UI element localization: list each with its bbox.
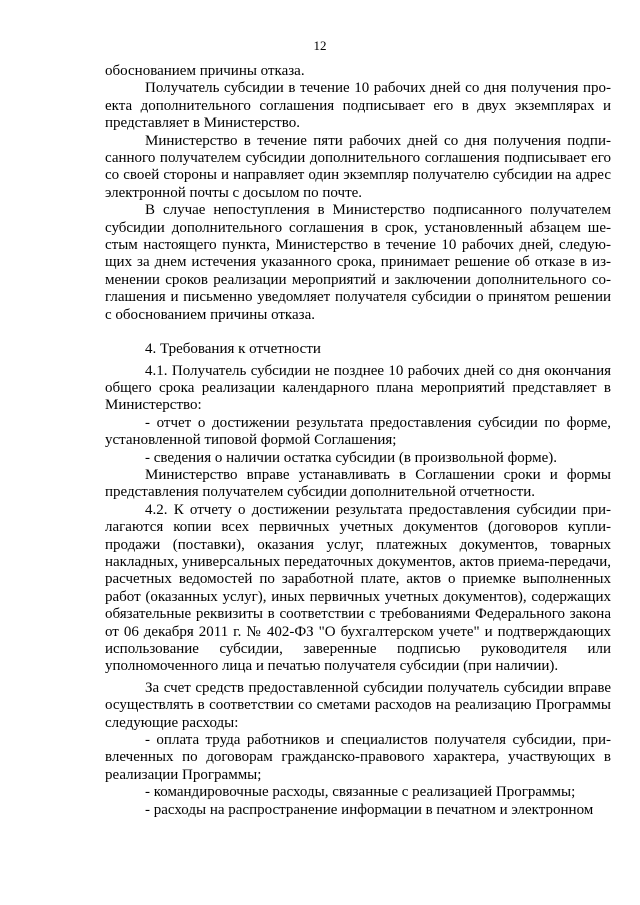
paragraph: Получатель субсидии в течение 10 рабочих дней со дня получения проекта дополнительного соглашения подписывает его в двух экземплярах и представляет в Министерство. (105, 80, 611, 132)
section-heading: 4. Требования к отчетности (145, 341, 321, 358)
list-item: - расходы на распространение информации в печатном и электронном (145, 801, 594, 818)
list-item: - оплата труда работников и специалистов получателя субсидии, привлеченных по договорам гражданско-правового характера, участвующих в реализации Программы; (105, 732, 611, 783)
list-item: - сведения о наличии остатка субсидии (в произвольной форме). (145, 449, 557, 466)
document-body (105, 63, 611, 819)
paragraph: 4.1. Получатель субсидии не позднее 10 рабочих дней со дня окончания общего срока реализации календарного плана мероприятий представляет в Министерство: (105, 362, 611, 414)
list-item: - командировочные расходы, связанные с реализацией Программы; (145, 784, 576, 801)
paragraph: Министерство в течение пяти рабочих дней со дня получения подписанного получателем субсидии дополнительного соглашения подписывает его со своей стороны и направляет один экземпляр получателю субсидии на адрес электронной почты с досылом по почте. (105, 132, 611, 201)
paragraph: За счет средств предоставленной субсидии получатель субсидии вправе осуществлять в соответствии со сметами расходов на реализацию Программы следующие расходы: (105, 679, 611, 731)
list-item: - отчет о достижении результата предоставления субсидии по форме, установленной типовой формой Соглашения; (105, 414, 611, 449)
paragraph: 4.2. К отчету о достижении результата предоставления субсидии прилагаются копии всех первичных учетных документов (договоров купли-продажи (поставки), оказания услуг, платежных документов, товарных накладных, универсальных передаточных документов, актов приема-передачи, расчетных ведомостей по заработной плате, актов о приемке выполненных работ (оказанных услуг), иных первичных учетных документов), содержащих обязательные реквизиты в соответствии с требованиями Федерального закона от 06 декабря 2011 г. № 402-ФЗ "О бухгалтерском учете" и подтверждающих использование субсидии, заверенные подписью руководителя или уполномоченного лица и печатью получателя субсидии (при наличии). (105, 501, 611, 675)
paragraph: обоснованием причины отказа. (105, 63, 305, 79)
page-number: 12 (313, 38, 327, 53)
paragraph: Министерство вправе устанавливать в Соглашении сроки и формы представления получателем субсидии дополнительной отчетности. (105, 466, 611, 501)
paragraph: В случае непоступления в Министерство подписанного получателем субсидии дополнительного соглашения в срок, установленный абзацем шестым настоящего пункта, Министерство в течение 10 рабочих дней, следующих за днем истечения указанного срока, принимает решение об отказе в изменении сроков реализации мероприятий и заключении дополнительного соглашения и письменно уведомляет получателя субсидии о принятом решении с обоснованием причины отказа. (105, 202, 611, 323)
